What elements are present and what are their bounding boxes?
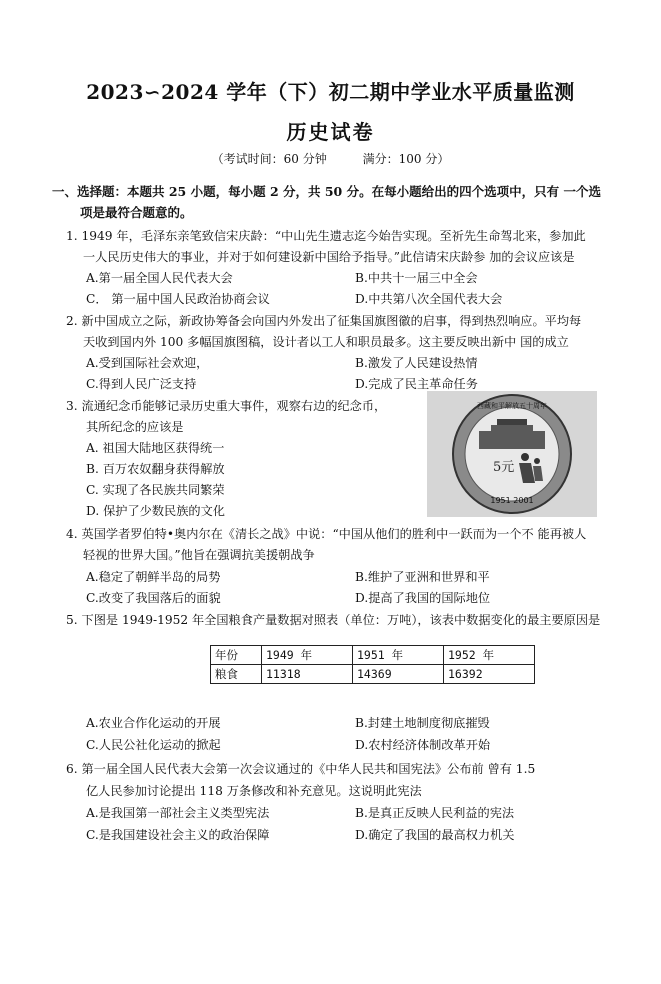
question-5-option-d[interactable]: D.农村经济体制改革开始 xyxy=(355,738,491,752)
coin-inscription: 西藏和平解放五十周年 xyxy=(477,402,547,410)
question-2-option-d[interactable]: D.完成了民主革命任务 xyxy=(355,377,478,391)
question-4-option-c[interactable]: C.改变了我国落后的面貌 xyxy=(86,591,221,605)
question-3-line-1: 3. 流通纪念币能够记录历史重大事件，观察右边的纪念币， xyxy=(66,399,387,413)
question-1-line-2: 一人民历史伟大的事业，并对于如何建设新中国给予指导。”此信请宋庆龄参 加的会议应该是 xyxy=(83,250,575,264)
table-cell: 14369 xyxy=(353,665,444,684)
question-4-option-b[interactable]: B.维护了亚洲和世界和平 xyxy=(355,570,490,584)
question-1-line-1: 1. 1949 年，毛泽东亲笔致信宋庆龄：“中山先生遗志迄今始告实现。至祈先生命驾北来，参加此 xyxy=(66,229,586,243)
figure-head xyxy=(521,453,529,461)
question-2-option-a[interactable]: A.受到国际社会欢迎， xyxy=(86,356,209,370)
table-row xyxy=(211,646,535,665)
table-row xyxy=(211,665,535,684)
question-5-option-b[interactable]: B.封建土地制度彻底摧毁 xyxy=(355,716,490,730)
question-3-option-b[interactable]: B. 百万农奴翻身获得解放 xyxy=(86,462,225,476)
table-header-cell: 1949 年 xyxy=(262,646,353,665)
question-4-line-1: 4. 英国学者罗伯特•奥内尔在《清长之战》中说：“中国从他们的胜利中一跃而为一个不 能再被人 xyxy=(66,527,587,541)
question-3-option-a[interactable]: A. 祖国大陆地区获得统一 xyxy=(86,441,225,455)
table-cell: 11318 xyxy=(262,665,353,684)
commemorative-coin-image xyxy=(427,391,597,517)
question-6-option-d[interactable]: D.确定了我国的最高权力机关 xyxy=(355,828,515,842)
table-header-cell: 1951 年 xyxy=(353,646,444,665)
exam-time: （考试时间：60 分钟 xyxy=(211,152,327,166)
question-1-option-b[interactable]: B.中共十一届三中全会 xyxy=(355,271,478,285)
question-2-line-2: 天收到国内外 100 多幅国旗图稿，设计者以工人和职员最多。这主要反映出新中 国的成立 xyxy=(83,335,569,349)
coin-denomination: 5元 xyxy=(493,460,515,475)
question-6-option-a[interactable]: A.是我国第一部社会主义类型宪法 xyxy=(86,806,270,820)
question-1-option-c[interactable]: C． 第一届中国人民政治协商会议 xyxy=(86,292,270,306)
question-1-option-d[interactable]: D.中共第八次全国代表大会 xyxy=(355,292,503,306)
table-cell: 粮食 xyxy=(211,665,262,684)
question-4-option-a[interactable]: A.稳定了朝鲜半岛的局势 xyxy=(86,570,221,584)
table-header-cell: 1952 年 xyxy=(444,646,535,665)
question-5-option-a[interactable]: A.农业合作化运动的开展 xyxy=(86,716,221,730)
question-5-option-c[interactable]: C.人民公社化运动的掀起 xyxy=(86,738,221,752)
question-5-line-1: 5. 下图是 1949-1952 年全国粮食产量数据对照表（单位：万吨），该表中数据变化的最主要原因是 xyxy=(66,613,601,627)
section-heading: 一、选择题：本题共 25 小题，每小题 2 分，共 50 分。在每小题给出的四个选项中，只有 一个选 xyxy=(52,184,601,199)
section-heading-cont: 项是最符合题意的。 xyxy=(80,205,193,220)
exam-title: 2023∽2024 学年（下）初二期中学业水平质量监测 xyxy=(86,80,575,104)
question-6-option-c[interactable]: C.是我国建设社会主义的政治保障 xyxy=(86,828,270,842)
coin-years: 1951 2001 xyxy=(490,496,534,505)
question-3-option-d[interactable]: D. 保护了少数民族的文化 xyxy=(86,504,225,518)
full-score: 满分：100 分） xyxy=(362,152,450,166)
question-6-line-1: 6. 第一届全国人民代表大会第一次会议通过的《中华人民共和国宪法》公布前 曾有 1.5 xyxy=(66,762,536,776)
exam-subject: 历史试卷 xyxy=(286,120,375,144)
question-6-option-b[interactable]: B.是真正反映人民利益的宪法 xyxy=(355,806,515,820)
question-6-line-2: 亿人民参加讨论提出 118 万条修改和补充意见。这说明此宪法 xyxy=(86,784,422,798)
table-cell: 16392 xyxy=(444,665,535,684)
question-3-option-c[interactable]: C. 实现了各民族共同繁荣 xyxy=(86,483,225,497)
question-3-line-2: 其所纪念的应该是 xyxy=(86,420,184,434)
question-4-option-d[interactable]: D.提高了我国的国际地位 xyxy=(355,591,491,605)
question-1-option-a[interactable]: A.第一届全国人民代表大会 xyxy=(86,271,233,285)
grain-output-table xyxy=(210,645,535,684)
question-4-line-2: 轻视的世界大国。”他旨在强调抗美援朝战争 xyxy=(83,548,315,562)
exam-info xyxy=(0,150,661,167)
question-2-option-c[interactable]: C.得到人民广泛支持 xyxy=(86,377,197,391)
table-header-cell: 年份 xyxy=(211,646,262,665)
question-2-line-1: 2. 新中国成立之际，新政协筹备会向国内外发出了征集国旗图徽的启事，得到热烈响应。平均每 xyxy=(66,314,582,328)
question-2-option-b[interactable]: B.激发了人民建设热情 xyxy=(355,356,478,370)
